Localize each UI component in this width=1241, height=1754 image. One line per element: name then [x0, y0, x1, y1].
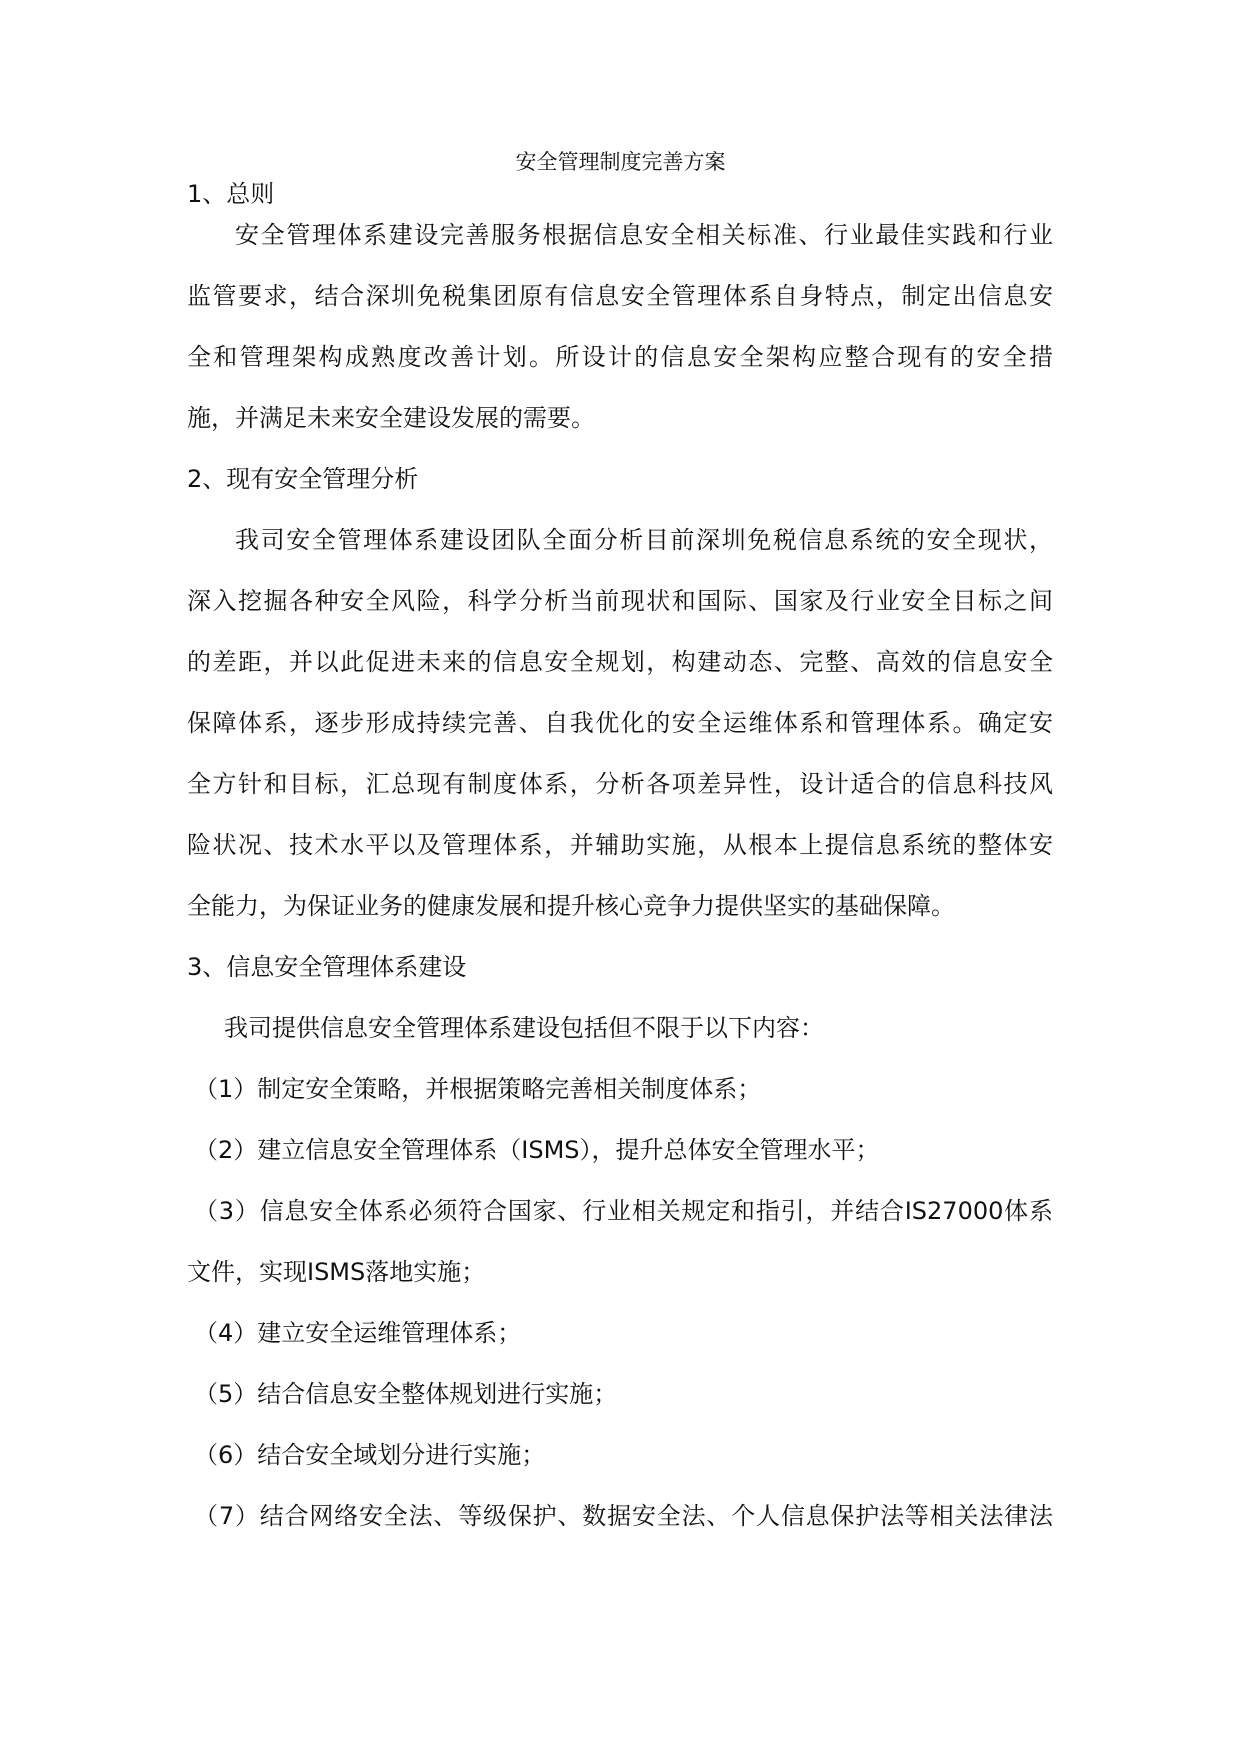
paragraph-line: 全能力，为保证业务的健康发展和提升核心竞争力提供坚实的基础保障。 — [187, 892, 955, 920]
paragraph-line: 安全管理体系建设完善服务根据信息安全相关标准、行业最佳实践和行业 — [235, 221, 1053, 249]
paragraph-line: 监管要求，结合深圳免税集团原有信息安全管理体系自身特点，制定出信息安 — [187, 282, 1053, 310]
list-item: （1）制定安全策略，并根据策略完善相关制度体系； — [194, 1075, 762, 1103]
paragraph-line: 施，并满足未来安全建设发展的需要。 — [187, 404, 595, 432]
paragraph-line: 深入挖掘各种安全风险，科学分析当前现状和国际、国家及行业安全目标之间 — [187, 587, 1053, 615]
list-item: （3）信息安全体系必须符合国家、行业相关规定和指引，并结合IS27000体系 — [194, 1197, 1053, 1225]
list-item: （2）建立信息安全管理体系（ISMS），提升总体安全管理水平； — [194, 1136, 880, 1164]
list-item: （6）结合安全域划分进行实施； — [194, 1441, 546, 1469]
section-heading-1: 1、总则 — [187, 180, 275, 208]
paragraph-line: 我司安全管理体系建设团队全面分析目前深圳免税信息系统的安全现状， — [235, 526, 1053, 554]
list-item-continuation: 文件，实现ISMS落地实施； — [187, 1258, 486, 1286]
paragraph-line: 保障体系，逐步形成持续完善、自我优化的安全运维体系和管理体系。确定安 — [187, 709, 1053, 737]
paragraph-line: 我司提供信息安全管理体系建设包括但不限于以下内容： — [224, 1014, 824, 1042]
list-item: （5）结合信息安全整体规划进行实施； — [194, 1380, 618, 1408]
paragraph-line: 全方针和目标，汇总现有制度体系，分析各项差异性，设计适合的信息科技风 — [187, 770, 1053, 798]
paragraph-line: 险状况、技术水平以及管理体系，并辅助实施，从根本上提信息系统的整体安 — [187, 831, 1053, 859]
paragraph-line: 的差距，并以此促进未来的信息安全规划，构建动态、完整、高效的信息安全 — [187, 648, 1053, 676]
paragraph-line: 全和管理架构成熟度改善计划。所设计的信息安全架构应整合现有的安全措 — [187, 343, 1053, 371]
section-heading-3: 3、信息安全管理体系建设 — [187, 953, 467, 981]
document-title: 安全管理制度完善方案 — [515, 150, 726, 174]
list-item: （4）建立安全运维管理体系； — [194, 1319, 522, 1347]
list-item: （7）结合网络安全法、等级保护、数据安全法、个人信息保护法等相关法律法 — [194, 1502, 1053, 1530]
section-heading-2: 2、现有安全管理分析 — [187, 465, 419, 493]
